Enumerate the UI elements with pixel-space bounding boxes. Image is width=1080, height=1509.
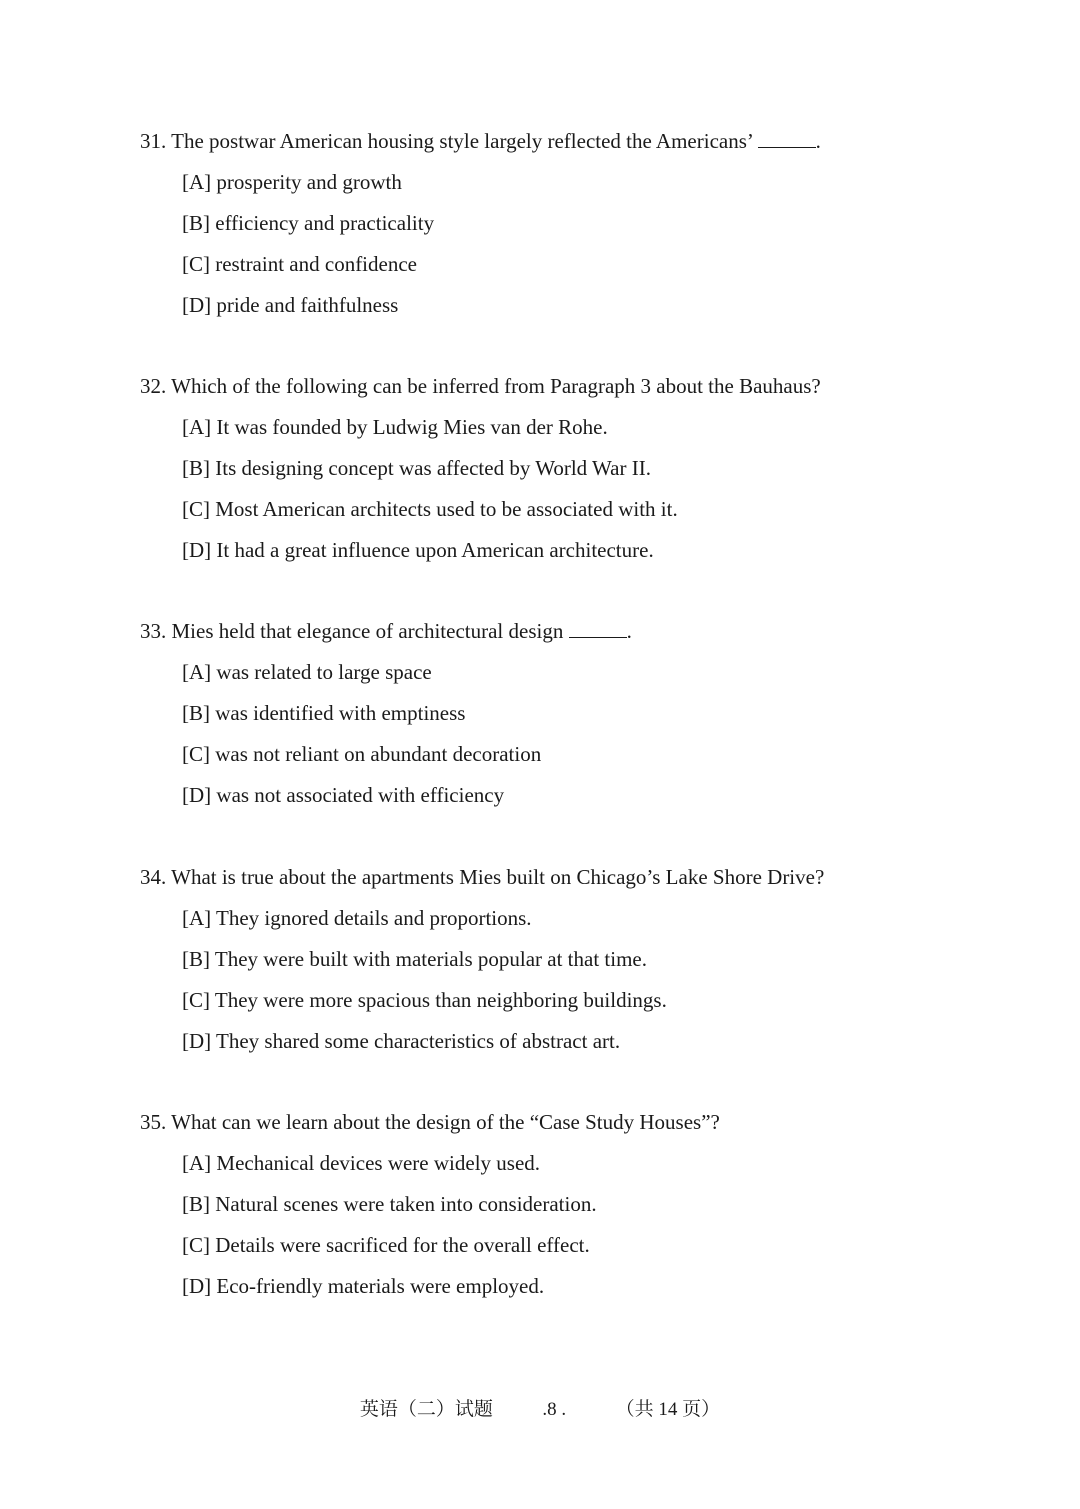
question-33 xyxy=(140,611,960,816)
option-b: [B] They were built with materials popular at that time. xyxy=(182,947,647,971)
option-list xyxy=(140,1143,960,1307)
question-stem xyxy=(140,366,960,407)
question-35 xyxy=(140,1102,960,1307)
question-stem-text: 32. Which of the following can be inferred from Paragraph 3 about the Bauhaus? xyxy=(140,374,821,398)
question-stem xyxy=(140,121,960,162)
option-c: [C] Details were sacrificed for the overall effect. xyxy=(182,1233,590,1257)
option-a: [A] prosperity and growth xyxy=(182,170,402,194)
page-footer xyxy=(0,1395,1080,1425)
option-d: [D] They shared some characteristics of abstract art. xyxy=(182,1029,621,1053)
option-b: [B] efficiency and practicality xyxy=(182,211,435,235)
option-d: [D] was not associated with efficiency xyxy=(182,783,505,807)
question-stem-text: 34. What is true about the apartments Mies built on Chicago’s Lake Shore Drive? xyxy=(140,865,825,889)
question-stem xyxy=(140,857,960,898)
question-34 xyxy=(140,857,960,1062)
option-b: [B] was identified with emptiness xyxy=(182,701,466,725)
option-a: [A] It was founded by Ludwig Mies van der Rohe. xyxy=(182,415,608,439)
question-stem-text: 35. What can we learn about the design of the “Case Study Houses”? xyxy=(140,1110,720,1134)
question-stem-end: . xyxy=(626,619,632,643)
option-c: [C] was not reliant on abundant decoration xyxy=(182,742,542,766)
option-d: [D] Eco-friendly materials were employed. xyxy=(182,1274,545,1298)
question-stem xyxy=(140,611,960,652)
option-a: [A] was related to large space xyxy=(182,660,432,684)
option-d: [D] pride and faithfulness xyxy=(182,293,399,317)
option-b: [B] Its designing concept was affected by World War II. xyxy=(182,456,651,480)
question-stem-text: 31. The postwar American housing style largely reflected the Americans’ xyxy=(140,129,753,153)
option-a: [A] Mechanical devices were widely used. xyxy=(182,1151,541,1175)
answer-blank xyxy=(758,129,816,148)
question-31 xyxy=(140,121,960,326)
question-stem xyxy=(140,1102,960,1143)
option-list xyxy=(140,162,960,326)
option-b: [B] Natural scenes were taken into consideration. xyxy=(182,1192,597,1216)
option-list xyxy=(140,652,960,816)
answer-blank xyxy=(569,619,627,638)
option-list xyxy=(140,898,960,1062)
footer-total-pages: （共 14 页） xyxy=(615,1399,721,1420)
option-c: [C] They were more spacious than neighboring buildings. xyxy=(182,988,667,1012)
question-32 xyxy=(140,366,960,571)
footer-subject: 英语（二）试题 xyxy=(359,1399,493,1420)
question-stem-end: . xyxy=(815,129,821,153)
option-d: [D] It had a great influence upon American architecture. xyxy=(182,538,654,562)
option-list xyxy=(140,407,960,571)
question-stem-text: 33. Mies held that elegance of architectural design xyxy=(140,619,564,643)
option-c: [C] Most American architects used to be associated with it. xyxy=(182,497,678,521)
option-a: [A] They ignored details and proportions. xyxy=(182,906,532,930)
footer-page-number: .8 . xyxy=(542,1399,567,1420)
option-c: [C] restraint and confidence xyxy=(182,252,417,276)
